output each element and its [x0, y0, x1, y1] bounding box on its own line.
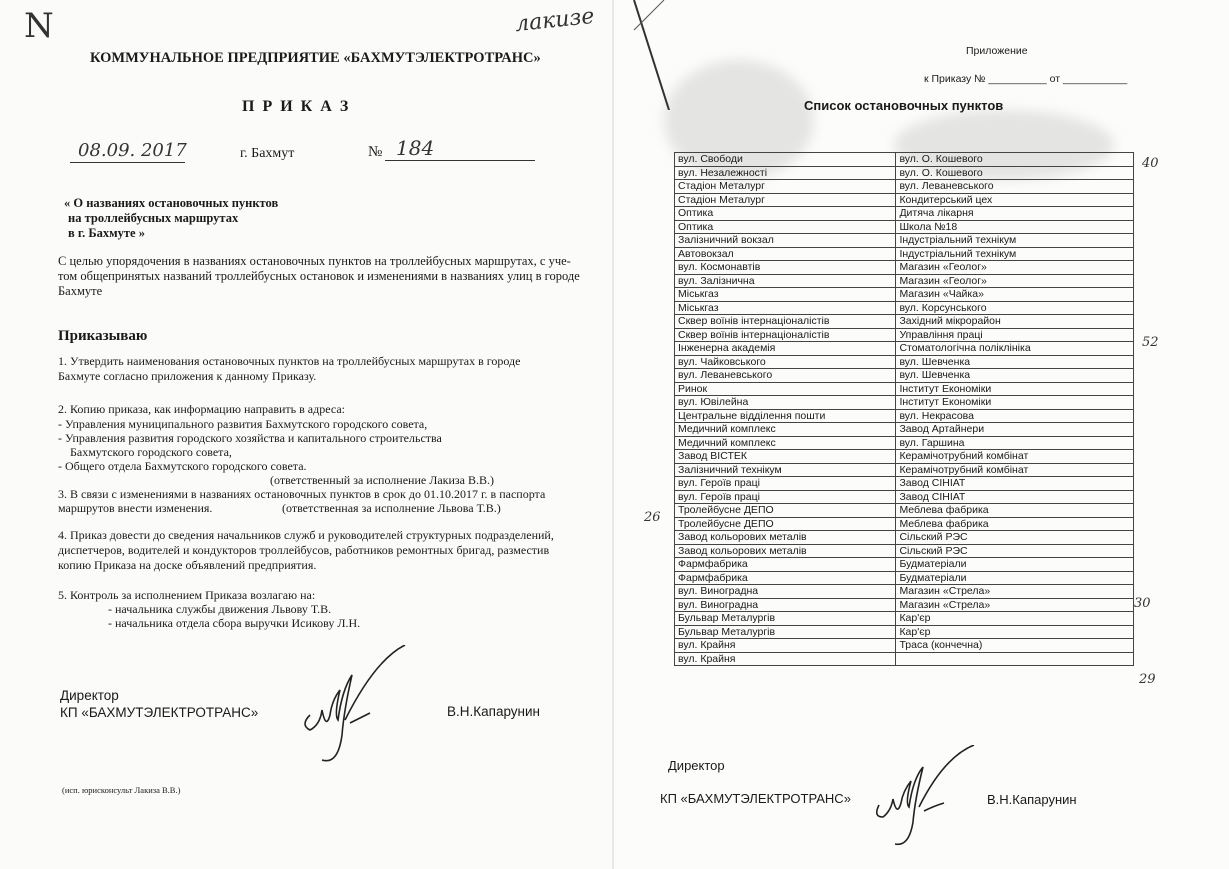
director-org-right: КП «БАХМУТЭЛЕКТРОТРАНС»	[660, 791, 851, 806]
table-row	[675, 612, 1134, 626]
table-row	[675, 558, 1134, 572]
preamble-2: том общепринятых названий троллейбусных остановок и изменениями в названиях улиц в городе	[58, 269, 580, 283]
director-signature	[290, 645, 410, 775]
stop-from-cell: Сквер воїнів інтернаціоналістів	[675, 328, 896, 342]
stop-from-cell: Оптика	[675, 207, 896, 221]
margin-note-3: 30	[1134, 596, 1151, 611]
item2-responsible: (ответственный за исполнение Лакиза В.В.)	[270, 473, 494, 487]
stop-from-cell: Інженерна академія	[675, 342, 896, 356]
table-row	[675, 436, 1134, 450]
director-name: В.Н.Капарунин	[447, 704, 541, 719]
table-row	[675, 342, 1134, 356]
table-row	[675, 639, 1134, 653]
table-row	[675, 409, 1134, 423]
stop-to-cell: вул. Леваневського	[896, 180, 1134, 194]
stop-from-cell: Медичний комплекс	[675, 436, 896, 450]
stop-to-cell: Магазин «Стрела»	[896, 598, 1134, 612]
stop-from-cell: Завод кольорових металів	[675, 544, 896, 558]
item4-line1: 4. Приказ довести до сведения начальников служб и руководителей структурных подразделений,	[58, 528, 554, 542]
stop-to-cell: Управління праці	[896, 328, 1134, 342]
stop-from-cell: Центральне відділення пошти	[675, 409, 896, 423]
table-row	[675, 180, 1134, 194]
stop-to-cell: Завод СІНІАТ	[896, 490, 1134, 504]
table-row	[675, 396, 1134, 410]
item3-line1: 3. В связи с изменениями в названиях остановочных пунктов в срок до 01.10.2017 г. в паспорта	[58, 487, 546, 501]
item5-line2: - начальника службы движения Львову Т.В.	[108, 602, 332, 616]
stop-to-cell: вул. О. Кошевого	[896, 153, 1134, 167]
order-subject-1: « О названиях остановочных пунктов	[64, 196, 279, 210]
stop-from-cell: Стадіон Металург	[675, 193, 896, 207]
margin-note-5: 26	[644, 510, 661, 525]
stop-to-cell: Інститут Економіки	[896, 396, 1134, 410]
director-title-right: Директор	[668, 758, 725, 773]
item2-line4: Бахмутского городского совета,	[70, 445, 232, 459]
table-row	[675, 517, 1134, 531]
item5-line1: 5. Контроль за исполнением Приказа возлагаю на:	[58, 588, 316, 602]
table-row	[675, 463, 1134, 477]
stop-from-cell: Автовокзал	[675, 247, 896, 261]
stop-to-cell: Західний мікрорайон	[896, 315, 1134, 329]
item3-line2: маршрутов внести изменения.	[58, 501, 213, 515]
item2-line3: - Управления развития городского хозяйства и капитального строительства	[58, 431, 442, 445]
table-row	[675, 207, 1134, 221]
stop-from-cell: Тролейбусне ДЕПО	[675, 504, 896, 518]
table-row	[675, 423, 1134, 437]
stop-to-cell: Будматеріали	[896, 558, 1134, 572]
stop-from-cell: Медичний комплекс	[675, 423, 896, 437]
stop-from-cell: Залізничний вокзал	[675, 234, 896, 248]
margin-note-2: 52	[1142, 335, 1159, 350]
table-row	[675, 301, 1134, 315]
stop-to-cell: Магазин «Геолог»	[896, 261, 1134, 275]
stop-to-cell: Індустріальний технікум	[896, 247, 1134, 261]
table-row	[675, 153, 1134, 167]
table-row	[675, 531, 1134, 545]
document-type: П Р И К А З	[242, 98, 351, 115]
margin-note-4: 29	[1139, 672, 1156, 687]
stop-from-cell: вул. Виноградна	[675, 598, 896, 612]
table-row	[675, 598, 1134, 612]
stop-to-cell: Сільский РЭС	[896, 544, 1134, 558]
table-row	[675, 288, 1134, 302]
stop-from-cell: вул. Чайковського	[675, 355, 896, 369]
director-signature-right	[869, 745, 989, 855]
stop-to-cell: Кар'єр	[896, 625, 1134, 639]
order-number: 184	[396, 136, 435, 160]
stop-to-cell: Завод Артайнери	[896, 423, 1134, 437]
stop-to-cell: Магазин «Чайка»	[896, 288, 1134, 302]
table-row	[675, 652, 1134, 666]
table-row	[675, 450, 1134, 464]
director-org: КП «БАХМУТЭЛЕКТРОТРАНС»	[60, 705, 259, 720]
order-page	[0, 0, 612, 869]
stop-to-cell: вул. Шевченка	[896, 355, 1134, 369]
appendix-title: Приложение	[966, 45, 1028, 57]
stop-to-cell: Траса (кончечна)	[896, 639, 1134, 653]
table-row	[675, 274, 1134, 288]
stop-to-cell: вул. О. Кошевого	[896, 166, 1134, 180]
order-date: 08.09. 2017	[78, 140, 187, 161]
table-row	[675, 166, 1134, 180]
stop-to-cell: вул. Шевченка	[896, 369, 1134, 383]
table-row	[675, 355, 1134, 369]
director-name-right: В.Н.Капарунин	[987, 792, 1077, 807]
corner-mark: N	[24, 6, 54, 46]
table-row	[675, 247, 1134, 261]
table-row	[675, 477, 1134, 491]
order-number-label: №	[368, 144, 383, 160]
table-row	[675, 234, 1134, 248]
stop-to-cell: Індустріальний технікум	[896, 234, 1134, 248]
stop-to-cell: Школа №18	[896, 220, 1134, 234]
stop-from-cell: вул. Леваневського	[675, 369, 896, 383]
stops-table	[674, 152, 1134, 666]
table-row	[675, 571, 1134, 585]
stop-to-cell: Меблева фабрика	[896, 517, 1134, 531]
stop-to-cell: Завод СІНІАТ	[896, 477, 1134, 491]
item4-line2: диспетчеров, водителей и кондукторов троллейбусов, работников ремонтных бригад, разместив	[58, 543, 550, 557]
appendix-reference: к Приказу № __________ от ___________	[924, 73, 1128, 85]
stop-to-cell: Інститут Економіки	[896, 382, 1134, 396]
stop-from-cell: Оптика	[675, 220, 896, 234]
stop-from-cell: вул. Крайня	[675, 639, 896, 653]
stop-from-cell: Бульвар Металургів	[675, 612, 896, 626]
stop-from-cell: вул. Героїв праці	[675, 490, 896, 504]
table-row	[675, 585, 1134, 599]
stop-to-cell: Магазин «Стрела»	[896, 585, 1134, 599]
stop-to-cell: Керамічотрубний комбінат	[896, 450, 1134, 464]
table-row	[675, 220, 1134, 234]
stop-from-cell: Стадіон Металург	[675, 180, 896, 194]
stop-to-cell	[896, 652, 1134, 666]
director-title: Директор	[60, 688, 119, 703]
stop-to-cell: Меблева фабрика	[896, 504, 1134, 518]
stop-to-cell: Магазин «Геолог»	[896, 274, 1134, 288]
order-subject-2: на троллейбусных маршрутах	[68, 211, 239, 225]
stop-from-cell: вул. Героїв праці	[675, 477, 896, 491]
item3-responsible: (ответственная за исполнение Львова Т.В.)	[282, 501, 501, 515]
table-row	[675, 315, 1134, 329]
item2-line2: - Управления муниципального развития Бахмутского городского совета,	[58, 417, 428, 431]
table-row	[675, 490, 1134, 504]
footnote: (исп. юрисконсульт Лакиза В.В.)	[62, 785, 181, 795]
stop-from-cell: вул. Космонавтів	[675, 261, 896, 275]
stop-to-cell: Кондитерський цех	[896, 193, 1134, 207]
preamble-1: С целью упорядочения в названиях остановочных пунктов на троллейбусных маршрутах, с уче-	[58, 254, 571, 268]
stop-to-cell: Кар'єр	[896, 612, 1134, 626]
stop-from-cell: вул. Незалежності	[675, 166, 896, 180]
stop-from-cell: Бульвар Металургів	[675, 625, 896, 639]
order-city: г. Бахмут	[240, 146, 295, 161]
stop-to-cell: вул. Гаршина	[896, 436, 1134, 450]
table-row	[675, 193, 1134, 207]
table-row	[675, 625, 1134, 639]
order-word: Приказываю	[58, 328, 148, 344]
table-row	[675, 328, 1134, 342]
stop-from-cell: вул. Свободи	[675, 153, 896, 167]
stop-to-cell: Будматеріали	[896, 571, 1134, 585]
item2-line1: 2. Копию приказа, как информацию направить в адреса:	[58, 402, 345, 416]
item2-line5: - Общего отдела Бахмутского городского совета.	[58, 459, 307, 473]
stop-to-cell: Сільский РЭС	[896, 531, 1134, 545]
list-title: Список остановочных пунктов	[804, 98, 1004, 113]
stop-from-cell: Тролейбусне ДЕПО	[675, 517, 896, 531]
stop-from-cell: Завод ВІСТЕК	[675, 450, 896, 464]
stop-from-cell: Завод кольорових металів	[675, 531, 896, 545]
stop-to-cell: вул. Некрасова	[896, 409, 1134, 423]
item1-line2: Бахмуте согласно приложения к данному Приказу.	[58, 369, 317, 383]
preamble-3: Бахмуте	[58, 284, 103, 298]
order-subject-3: в г. Бахмуте »	[68, 226, 145, 240]
item1-line1: 1. Утвердить наименования остановочных пунктов на троллейбусных маршрутах в городе	[58, 354, 521, 368]
stop-from-cell: Сквер воїнів інтернаціоналістів	[675, 315, 896, 329]
item5-line3: - начальника отдела сбора выручки Исикову Л.Н.	[108, 616, 361, 630]
stop-from-cell: вул. Ювілейна	[675, 396, 896, 410]
table-row	[675, 504, 1134, 518]
stop-to-cell: Керамічотрубний комбінат	[896, 463, 1134, 477]
stop-from-cell: Залізничний технікум	[675, 463, 896, 477]
item4-line3: копию Приказа на доске объявлений предприятия.	[58, 558, 317, 572]
stop-from-cell: Фармфабрика	[675, 571, 896, 585]
stop-from-cell: Ринок	[675, 382, 896, 396]
top-handwriting: лакизе	[513, 3, 596, 38]
stop-from-cell: вул. Виноградна	[675, 585, 896, 599]
stop-from-cell: Міськгаз	[675, 288, 896, 302]
stop-from-cell: вул. Крайня	[675, 652, 896, 666]
stop-to-cell: вул. Корсунського	[896, 301, 1134, 315]
margin-note-1: 40	[1142, 156, 1159, 171]
stop-to-cell: Дитяча лікарня	[896, 207, 1134, 221]
table-row	[675, 261, 1134, 275]
stop-from-cell: Міськгаз	[675, 301, 896, 315]
stop-to-cell: Стоматологічна поліклініка	[896, 342, 1134, 356]
enterprise-name: КОММУНАЛЬНОЕ ПРЕДПРИЯТИЕ «БАХМУТЭЛЕКТРОТРАНС»	[90, 50, 541, 66]
scan-edge-mark	[614, 0, 734, 110]
stop-from-cell: Фармфабрика	[675, 558, 896, 572]
table-row	[675, 369, 1134, 383]
stop-from-cell: вул. Залізнична	[675, 274, 896, 288]
table-row	[675, 382, 1134, 396]
table-row	[675, 544, 1134, 558]
appendix-page	[614, 0, 1229, 869]
